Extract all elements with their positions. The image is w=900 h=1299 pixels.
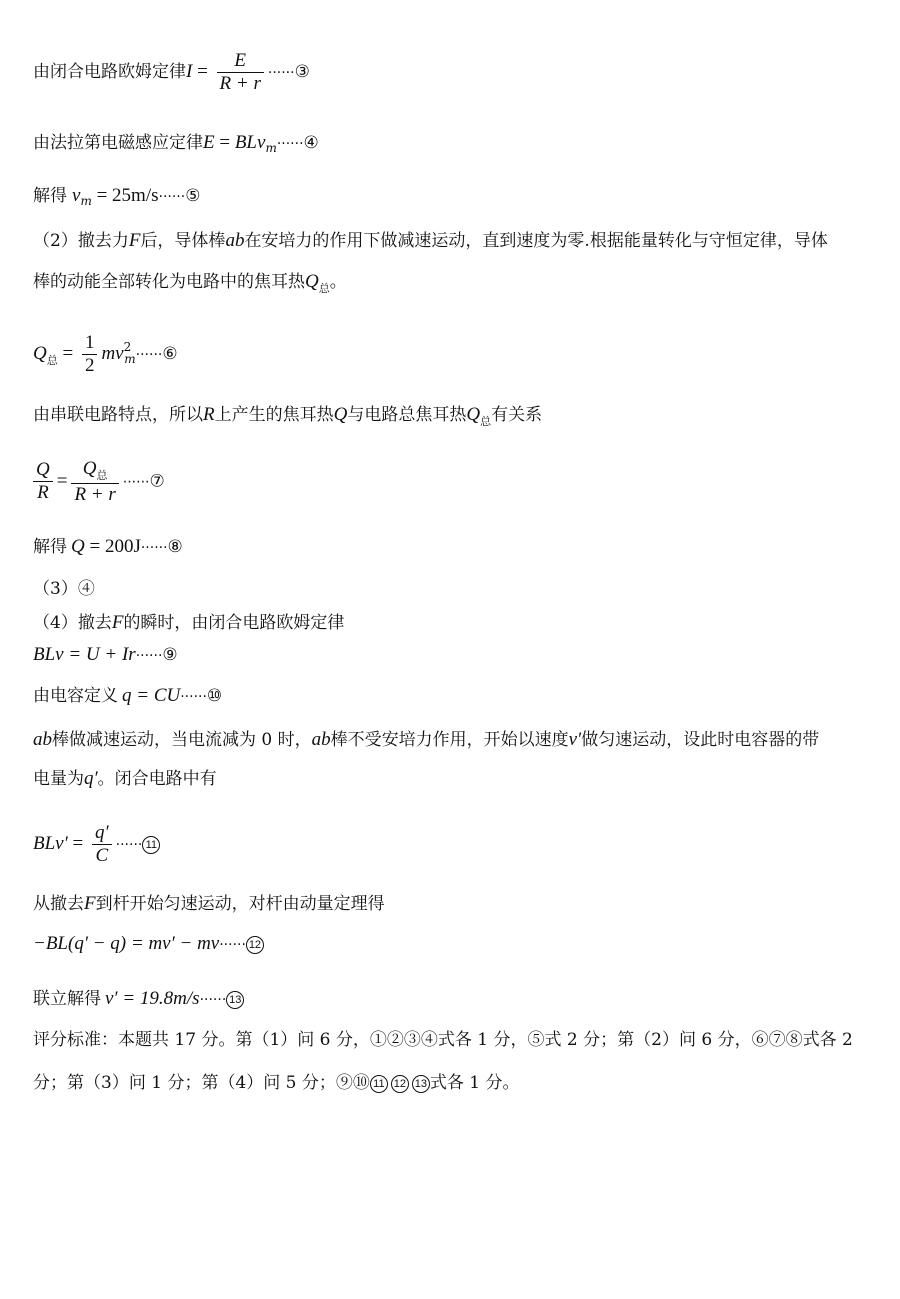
- circled-number: ⑩: [206, 686, 223, 706]
- circled-number: 12: [246, 936, 264, 954]
- circled-number: 11: [142, 836, 160, 854]
- circled-number: ⑦: [149, 471, 165, 492]
- paragraph-part-2-line1: （2）撤去力F后，导体棒ab在安培力的作用下做减速运动，直到速度为零.根据能量转化与守恒定律，导体: [33, 230, 828, 251]
- circled-number: ③: [294, 61, 310, 82]
- circled-number: 11: [370, 1075, 388, 1093]
- fraction: $\frac{Q_总}{R + r}$: [71, 458, 118, 505]
- circled-number: ⑧: [167, 537, 183, 557]
- fraction: $\frac{Q}{R}$: [33, 459, 53, 504]
- paragraph-capacitor-line1: ab棒做减速运动，当电流减为 0 时，ab棒不受安培力作用，开始以速度v′做匀速运动，设此时电容器的带: [33, 729, 820, 750]
- circled-number: 13: [226, 991, 244, 1009]
- paragraph-part-2-line2: 棒的动能全部转化为电路中的焦耳热$Q_总$。: [33, 271, 347, 295]
- scoring-line1: 评分标准：本题共 17 分。第（1）问 6 分，①②③④式各 1 分，⑤式 2 分；第（2）问 6 分，⑥⑦⑧式各 2: [33, 1030, 853, 1050]
- text-momentum: 从撤去F到杆开始匀速运动，对杆由动量定理得: [33, 893, 385, 914]
- equation-line-12: −BL(q′ − q) = mv′ − mv······ 12: [33, 934, 264, 954]
- circled-number: ⑨: [162, 645, 178, 665]
- fraction: $\frac{1}{2}$: [82, 332, 98, 377]
- equation-line-13: 联立解得 v′ = 19.8m/s······ 13: [33, 989, 244, 1009]
- equation-line-7: $\frac{Q}{R}$ = $\frac{Q_总}{R + r}$ ······⑦: [33, 458, 165, 505]
- equation-line-4: 由法拉第电磁感应定律E = BLv$_m$······④: [33, 132, 319, 155]
- equation-line-6: $Q_总$ = $\frac{1}{2}$ $mv^2_m\cdot\cdot\cdot\cdot\cdot\cdot ⑥$: [33, 332, 178, 376]
- circled-number: 13: [412, 1075, 430, 1093]
- circled-number: ⑤: [185, 186, 201, 206]
- text-part-4: （4）撤去F的瞬时，由闭合电路欧姆定律: [33, 612, 345, 633]
- text-line-series: 由串联电路特点，所以R上产生的焦耳热Q与电路总焦耳热$Q_总$有关系: [33, 404, 543, 428]
- equation-line-11: BLv′ = $\frac{q'}{C}$ ······ 11: [33, 822, 160, 867]
- answer-part-3: （3）④: [33, 579, 95, 599]
- circled-number: 12: [391, 1075, 409, 1093]
- equation-line-10: 由电容定义 q = CU······⑩: [33, 685, 223, 706]
- paragraph-capacitor-line2: 电量为q′。闭合电路中有: [33, 768, 217, 789]
- circled-number: ⑥: [162, 343, 178, 364]
- fraction: $\frac{q'}{C}$: [92, 822, 112, 867]
- scoring-line2: 分；第（3）问 1 分；第（4）问 5 分；⑨⑩ 11 12 13 式各 1 分。: [33, 1073, 520, 1093]
- fraction: $\frac{E}{R + r}$: [217, 50, 264, 95]
- equation-line-8: 解得 Q = 200J······⑧: [33, 536, 183, 557]
- circled-number: ④: [303, 133, 319, 153]
- equation-line-3: 由闭合电路欧姆定律I = $\frac{E}{R + r}$ ······③: [33, 50, 310, 94]
- equation-line-5: 解得 $v_m$ = 25m/s······⑤: [33, 185, 201, 208]
- equation-line-9: BLv = U + Ir······⑨: [33, 644, 178, 665]
